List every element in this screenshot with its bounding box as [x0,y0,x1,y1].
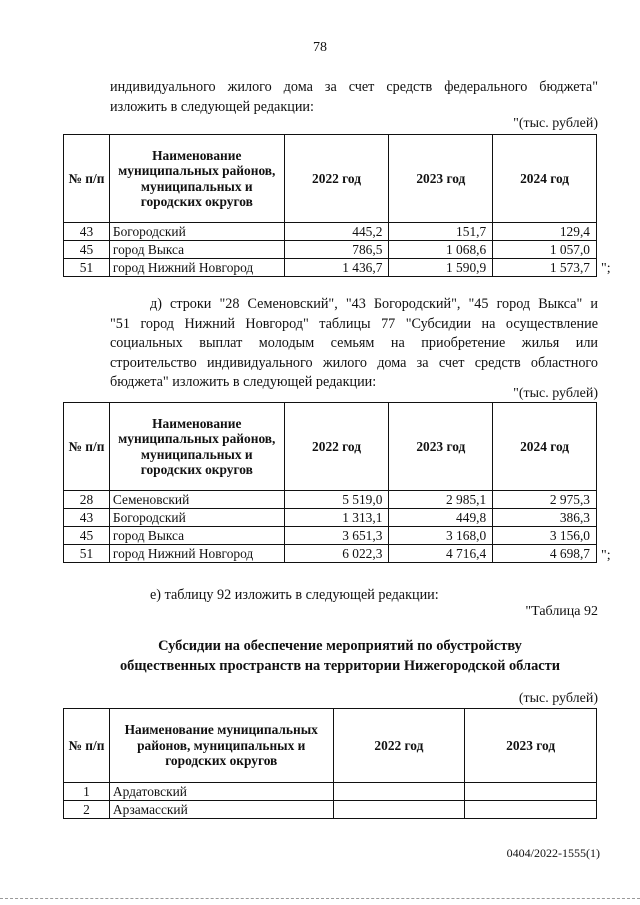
header-2023: 2023 год [389,135,493,223]
para-d-line-2: "51 город Нижний Новгород" таблицы 77 "Субсидии на осуществление [110,315,598,332]
para-d-line-3: социальных выплат молодым семьям на приобретение жилья или [110,335,598,351]
cell-name: Ардатовский [109,783,333,801]
intro-line-1: индивидуального жилого дома за счет средств федерального бюджета" [110,79,598,95]
para-d-line-5: бюджета" изложить в следующей редакции: [110,374,377,390]
cell-2024: 129,4 [493,223,597,241]
cell-num: 45 [64,527,110,545]
cell-2024: 4 698,7 [493,545,597,563]
header-num: № п/п [64,403,110,491]
table-row [64,491,597,509]
cell-2024: 2 975,3 [493,491,597,509]
cell-2022: 5 519,0 [284,491,389,509]
intro-line-2: изложить в следующей редакции: [110,98,314,115]
cell-2024: 1 057,0 [493,241,597,259]
closing-mark-2: "; [601,548,611,563]
cell-2023: 1 068,6 [389,241,493,259]
cell-2023 [465,783,597,801]
heading-line-2: общественных пространств на территории Нижегородской области [119,658,561,674]
cell-num: 45 [64,241,110,259]
header-2022: 2022 год [284,135,389,223]
table-3 [63,708,597,819]
section-heading [40,636,640,676]
header-2023: 2023 год [389,403,493,491]
header-name: Наименование муниципальных районов, муниципальных и городских округов [109,709,333,783]
table-row [64,801,597,819]
cell-2023: 4 716,4 [389,545,493,563]
table-row [64,509,597,527]
page-number: 78 [313,40,327,55]
unit-label-2: "(тыс. рублей) [513,386,598,401]
cell-2023: 2 985,1 [389,491,493,509]
table-row [64,545,597,563]
cell-2022: 3 651,3 [284,527,389,545]
cell-name: Богородский [109,223,284,241]
cell-name: Арзамасский [109,801,333,819]
cell-2023: 3 168,0 [389,527,493,545]
header-2024: 2024 год [493,403,597,491]
cell-num: 43 [64,223,110,241]
paragraph-e: е) таблицу 92 изложить в следующей редакции: [150,587,439,603]
footer-document-code: 0404/2022-1555(1) [506,846,600,860]
cell-num: 1 [64,783,110,801]
para-d-line-1: д) строки "28 Семеновский", "43 Богородский", "45 город Выкса" и [150,296,598,312]
cell-name: Богородский [109,509,284,527]
closing-mark-1: "; [601,261,611,276]
cell-2023: 1 590,9 [389,259,493,277]
cell-name: Семеновский [109,491,284,509]
cell-2022: 786,5 [284,241,389,259]
cell-2022 [333,783,465,801]
header-num: № п/п [64,709,110,783]
cell-num: 28 [64,491,110,509]
cell-name: город Выкса [109,241,284,259]
table-row [64,783,597,801]
header-name: Наименование муниципальных районов, муниципальных и городских округов [109,135,284,223]
cell-num: 2 [64,801,110,819]
cell-2022: 445,2 [284,223,389,241]
cell-2023: 151,7 [389,223,493,241]
header-name: Наименование муниципальных районов, муниципальных и городских округов [109,403,284,491]
table-row [64,241,597,259]
table-3-header [64,709,597,783]
cell-2024: 386,3 [493,509,597,527]
cell-num: 51 [64,545,110,563]
cell-num: 51 [64,259,110,277]
cell-2023: 449,8 [389,509,493,527]
cell-num: 43 [64,509,110,527]
table-1-header [64,135,597,223]
heading-line-1: Субсидии на обеспечение мероприятий по обустройству [158,638,522,654]
table-row [64,223,597,241]
table-2-header [64,403,597,491]
header-2022: 2022 год [284,403,389,491]
para-d-line-4: строительство индивидуального жилого дома за счет средств областного [110,354,598,371]
cell-name: город Выкса [109,527,284,545]
table-2 [63,402,597,563]
cell-2022 [333,801,465,819]
header-2024: 2024 год [493,135,597,223]
cell-name: город Нижний Новгород [109,545,284,563]
unit-label-1: "(тыс. рублей) [513,116,598,131]
unit-label-3: (тыс. рублей) [518,691,598,706]
header-2023: 2023 год [465,709,597,783]
header-num: № п/п [64,135,110,223]
paragraph-d [110,295,598,393]
cell-2022: 6 022,3 [284,545,389,563]
table-row [64,527,597,545]
cell-2024: 1 573,7 [493,259,597,277]
intro-paragraph [110,78,598,117]
page-edge-rule [0,898,640,899]
cell-2023 [465,801,597,819]
table-label: "Таблица 92 [525,604,598,619]
table-1 [63,134,597,277]
header-2022: 2022 год [333,709,465,783]
cell-2022: 1 436,7 [284,259,389,277]
cell-name: город Нижний Новгород [109,259,284,277]
cell-2024: 3 156,0 [493,527,597,545]
cell-2022: 1 313,1 [284,509,389,527]
table-row [64,259,597,277]
